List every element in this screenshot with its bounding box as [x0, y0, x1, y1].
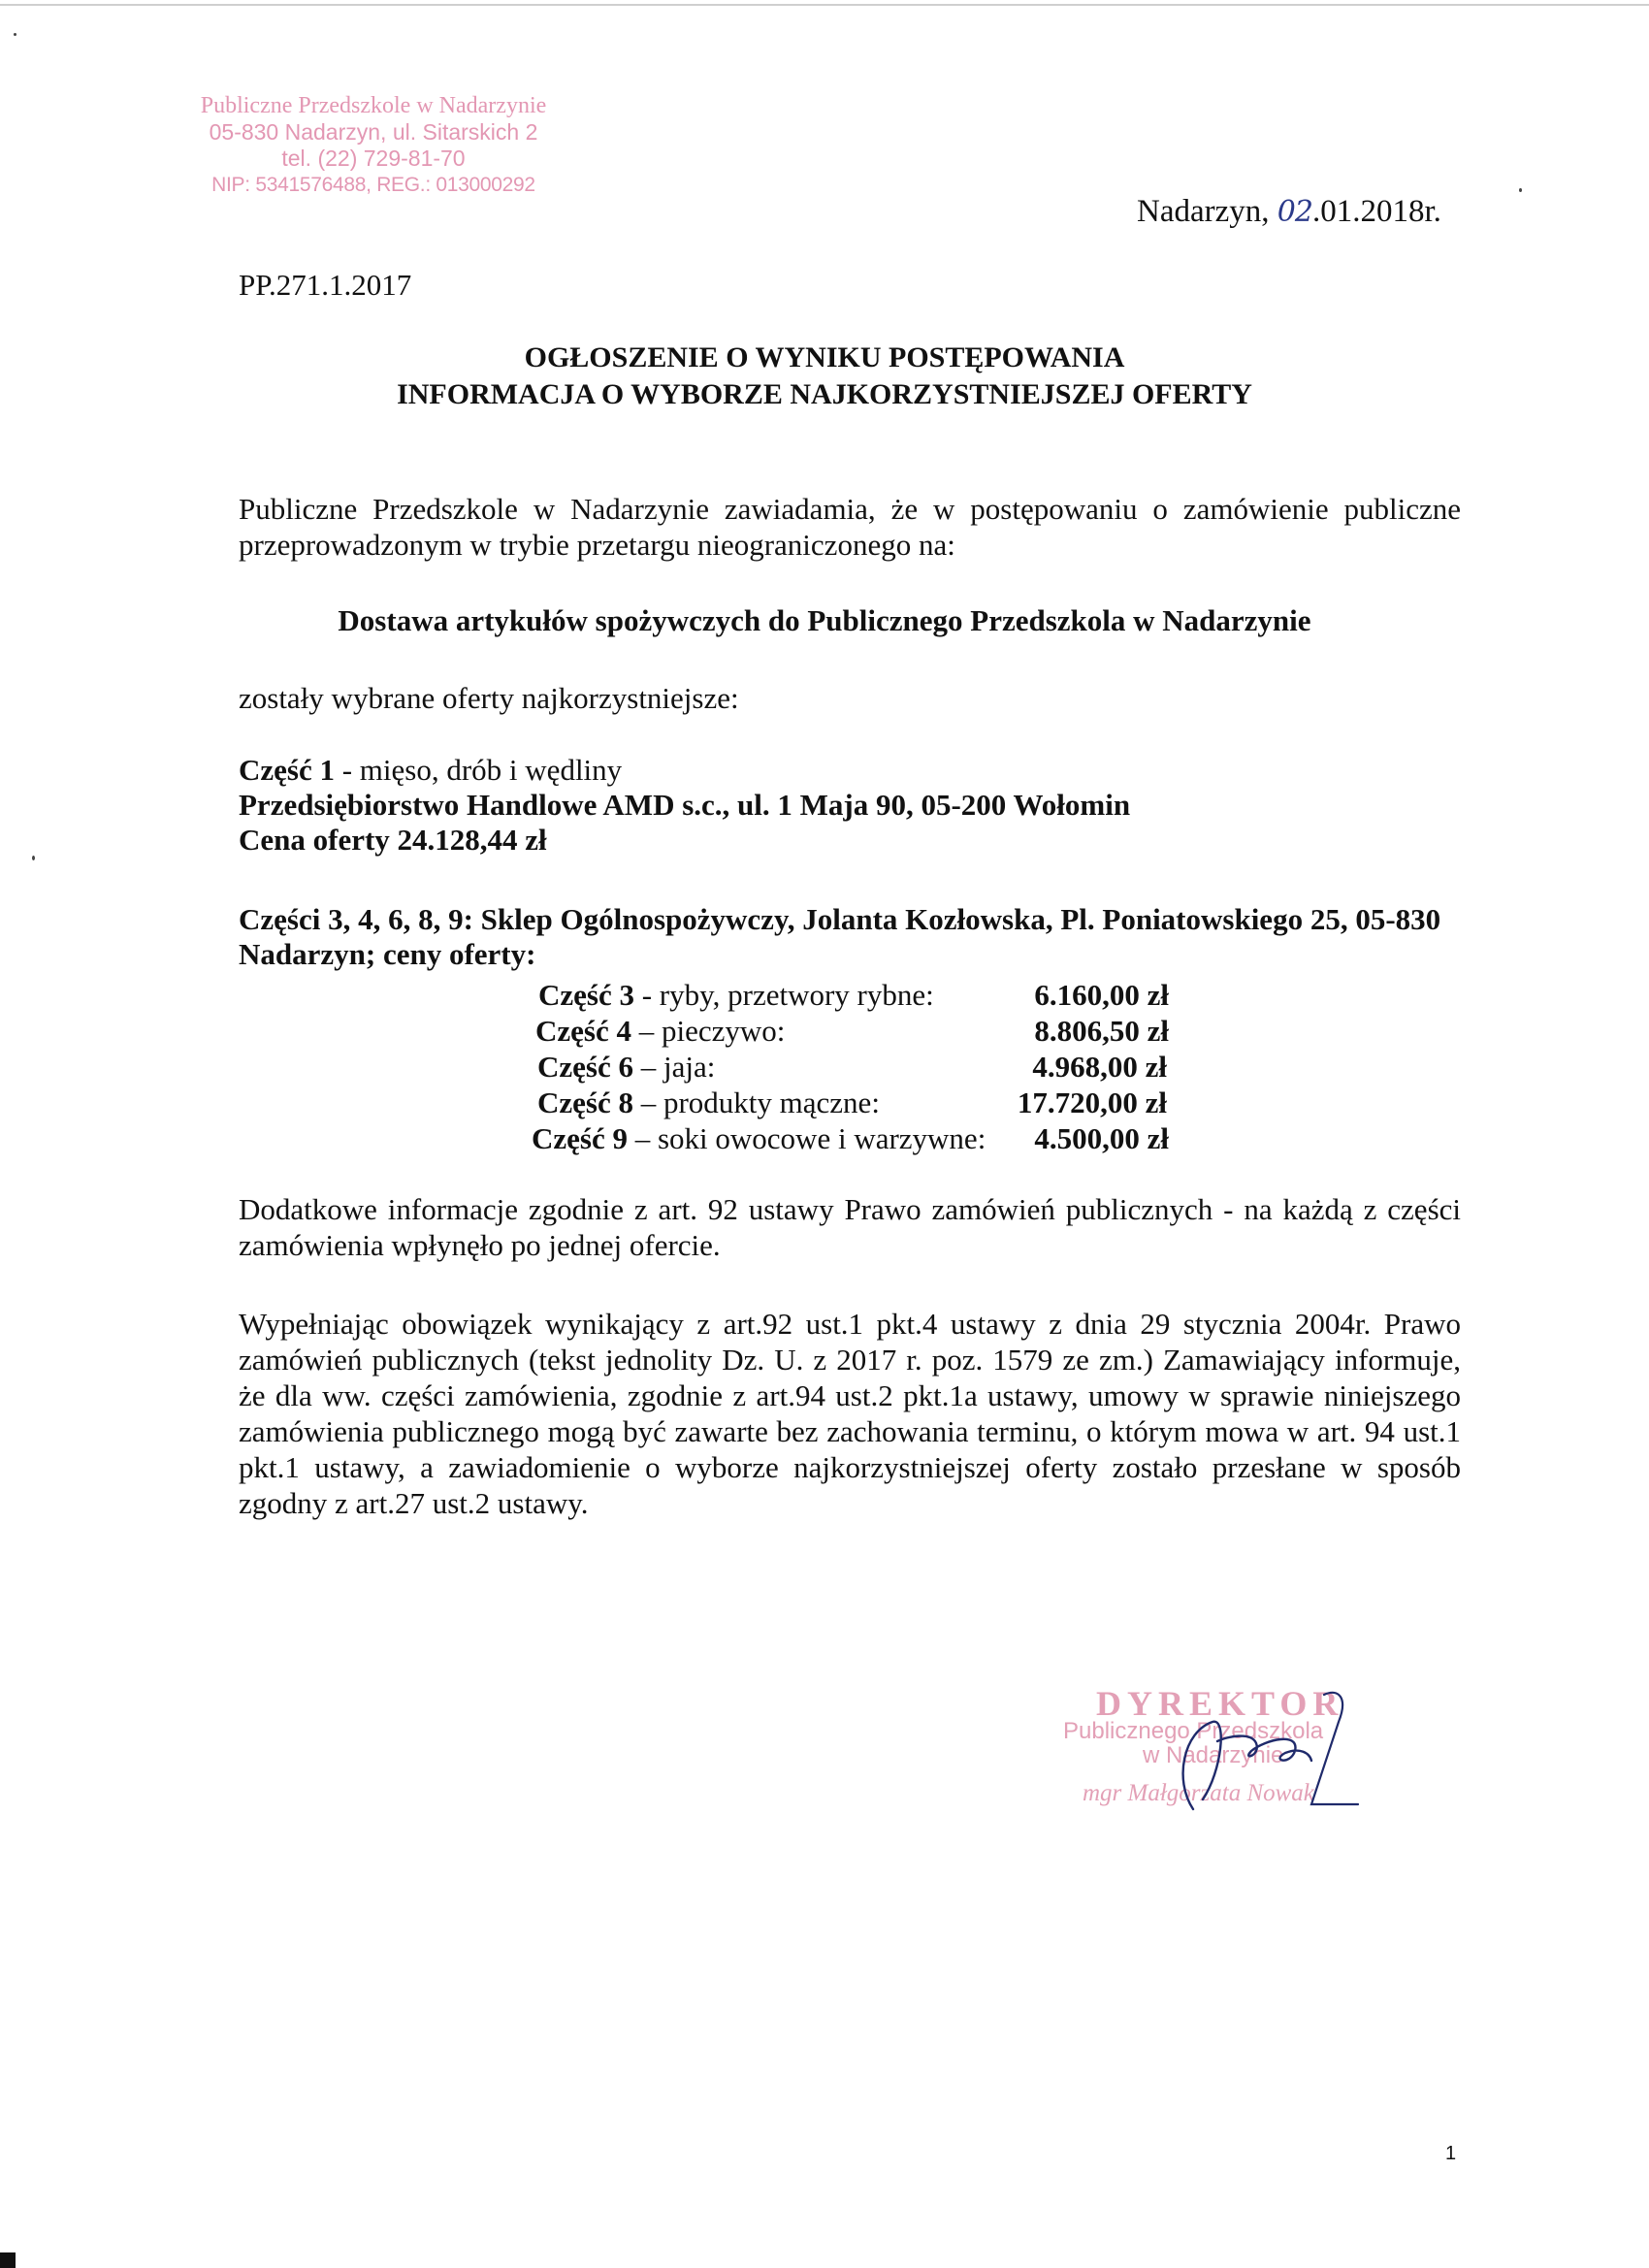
legal-info-paragraph: Wypełniając obowiązek wynikający z art.92 ust.1 pkt.4 ustawy z dnia 29 stycznia 2004r. Prawo zamówień publicznych (tekst jednolity Dz. U. z 2017 r. poz. 1579 ze zm.) Zamawiający informuje, że dla ww. części zamówienia, zgodnie z art.94 ust.2 pkt.1a ustawy, umowy w sprawie niniejszego zamówienia publicznego mogą być zawarte bez zachowania terminu, o którym mowa w art. 94 ust.1 pkt.1 ustawy, a zawiadomienie o wyborze najkorzystniejszej oferty zostało przesłane w sposób zgodny z art.27 ust.2 ustawy. [239, 1307, 1461, 1520]
procurement-subject: Dostawa artykułów spożywczych do Publicznego Przedszkola w Nadarzynie [338, 603, 1311, 637]
title-line-1: OGŁOSZENIE O WYNIKU POSTĘPOWANIA [524, 341, 1125, 373]
place: Nadarzyn, [1137, 194, 1270, 229]
signature-stamp-title: DYREKTOR [1096, 1684, 1344, 1723]
intro-paragraph: Publiczne Przedszkole w Nadarzynie zawiadamia, że w postępowaniu o zamówienie publiczne przeprowadzonym w trybie przetargu nieograniczonego na: [239, 492, 1461, 562]
part-1-desc: - mięso, drób i wędliny [334, 753, 623, 787]
price-amount: 4.500,00 zł [1034, 1121, 1169, 1155]
handwritten-day: 02 [1277, 195, 1312, 229]
price-label: Część 9 – soki owocowe i warzywne: [532, 1121, 986, 1155]
price-label: Część 6 – jaja: [537, 1050, 716, 1084]
part-1-company: Przedsiębiorstwo Handlowe AMD s.c., ul. 1 Maja 90, 05-200 Wołomin [239, 788, 1131, 822]
price-label: Część 3 - ryby, przetwory rybne: [538, 978, 934, 1012]
place-and-date [1137, 194, 1441, 230]
part-1-price: Cena oferty 24.128,44 zł [239, 823, 547, 857]
price-amount: 17.720,00 zł [1017, 1085, 1167, 1119]
stamp-line-nip: NIP: 5341576488, REG.: 013000292 [211, 174, 535, 196]
price-amount: 6.160,00 zł [1034, 978, 1169, 1012]
price-label: Część 4 – pieczywo: [535, 1014, 786, 1048]
signature-stamp-institution: Publicznego Przedszkola [1063, 1718, 1324, 1744]
price-row [535, 1014, 1169, 1049]
signature-stamp-location: w Nadarzynie [1143, 1742, 1284, 1768]
price-amount: 8.806,50 zł [1034, 1014, 1169, 1048]
part-1-label: Część 1 [239, 753, 335, 787]
price-row [532, 1121, 1169, 1156]
additional-info-paragraph: Dodatkowe informacje zgodnie z art. 92 ustawy Prawo zamówień publicznych - na każdą z części zamówienia wpłynęło po jednej ofercie. [239, 1192, 1461, 1262]
price-row [537, 1050, 1167, 1085]
part-1-block [239, 753, 1130, 858]
chosen-offers-line: zostały wybrane oferty najkorzystniejsze: [239, 681, 739, 715]
date: .01.2018r. [1311, 194, 1441, 229]
director-signature-stamp [1057, 1683, 1387, 1819]
title-line-2: INFORMACJA O WYBORZE NAJKORZYSTNIEJSZEJ OFERTY [397, 378, 1252, 410]
price-row [538, 978, 1169, 1013]
handwritten-signature [1057, 1683, 1387, 1819]
part-1-line [239, 753, 1130, 788]
stamp-line-name: Publiczne Przedszkole w Nadarzynie [200, 93, 547, 118]
stamp-line-address: 05-830 Nadarzyn, ul. Sitarskich 2 [209, 119, 538, 145]
price-amount: 4.968,00 zł [1032, 1050, 1167, 1084]
price-row [537, 1085, 1167, 1120]
reference-number: PP.271.1.2017 [239, 268, 412, 302]
stamp-line-phone: tel. (22) 729-81-70 [281, 146, 466, 171]
page-number: 1 [1445, 2143, 1457, 2164]
price-label: Część 8 – produkty mączne: [537, 1085, 880, 1119]
signature-stamp-name: mgr Małgorzata Nowak [1083, 1780, 1314, 1806]
parts-3-9-header: Części 3, 4, 6, 8, 9: Sklep Ogólnospożywczy, Jolanta Kozłowska, Pl. Poniatowskiego 25, 05-830 Nadarzyn; ceny oferty: [239, 902, 1441, 971]
institution-stamp [184, 93, 563, 198]
